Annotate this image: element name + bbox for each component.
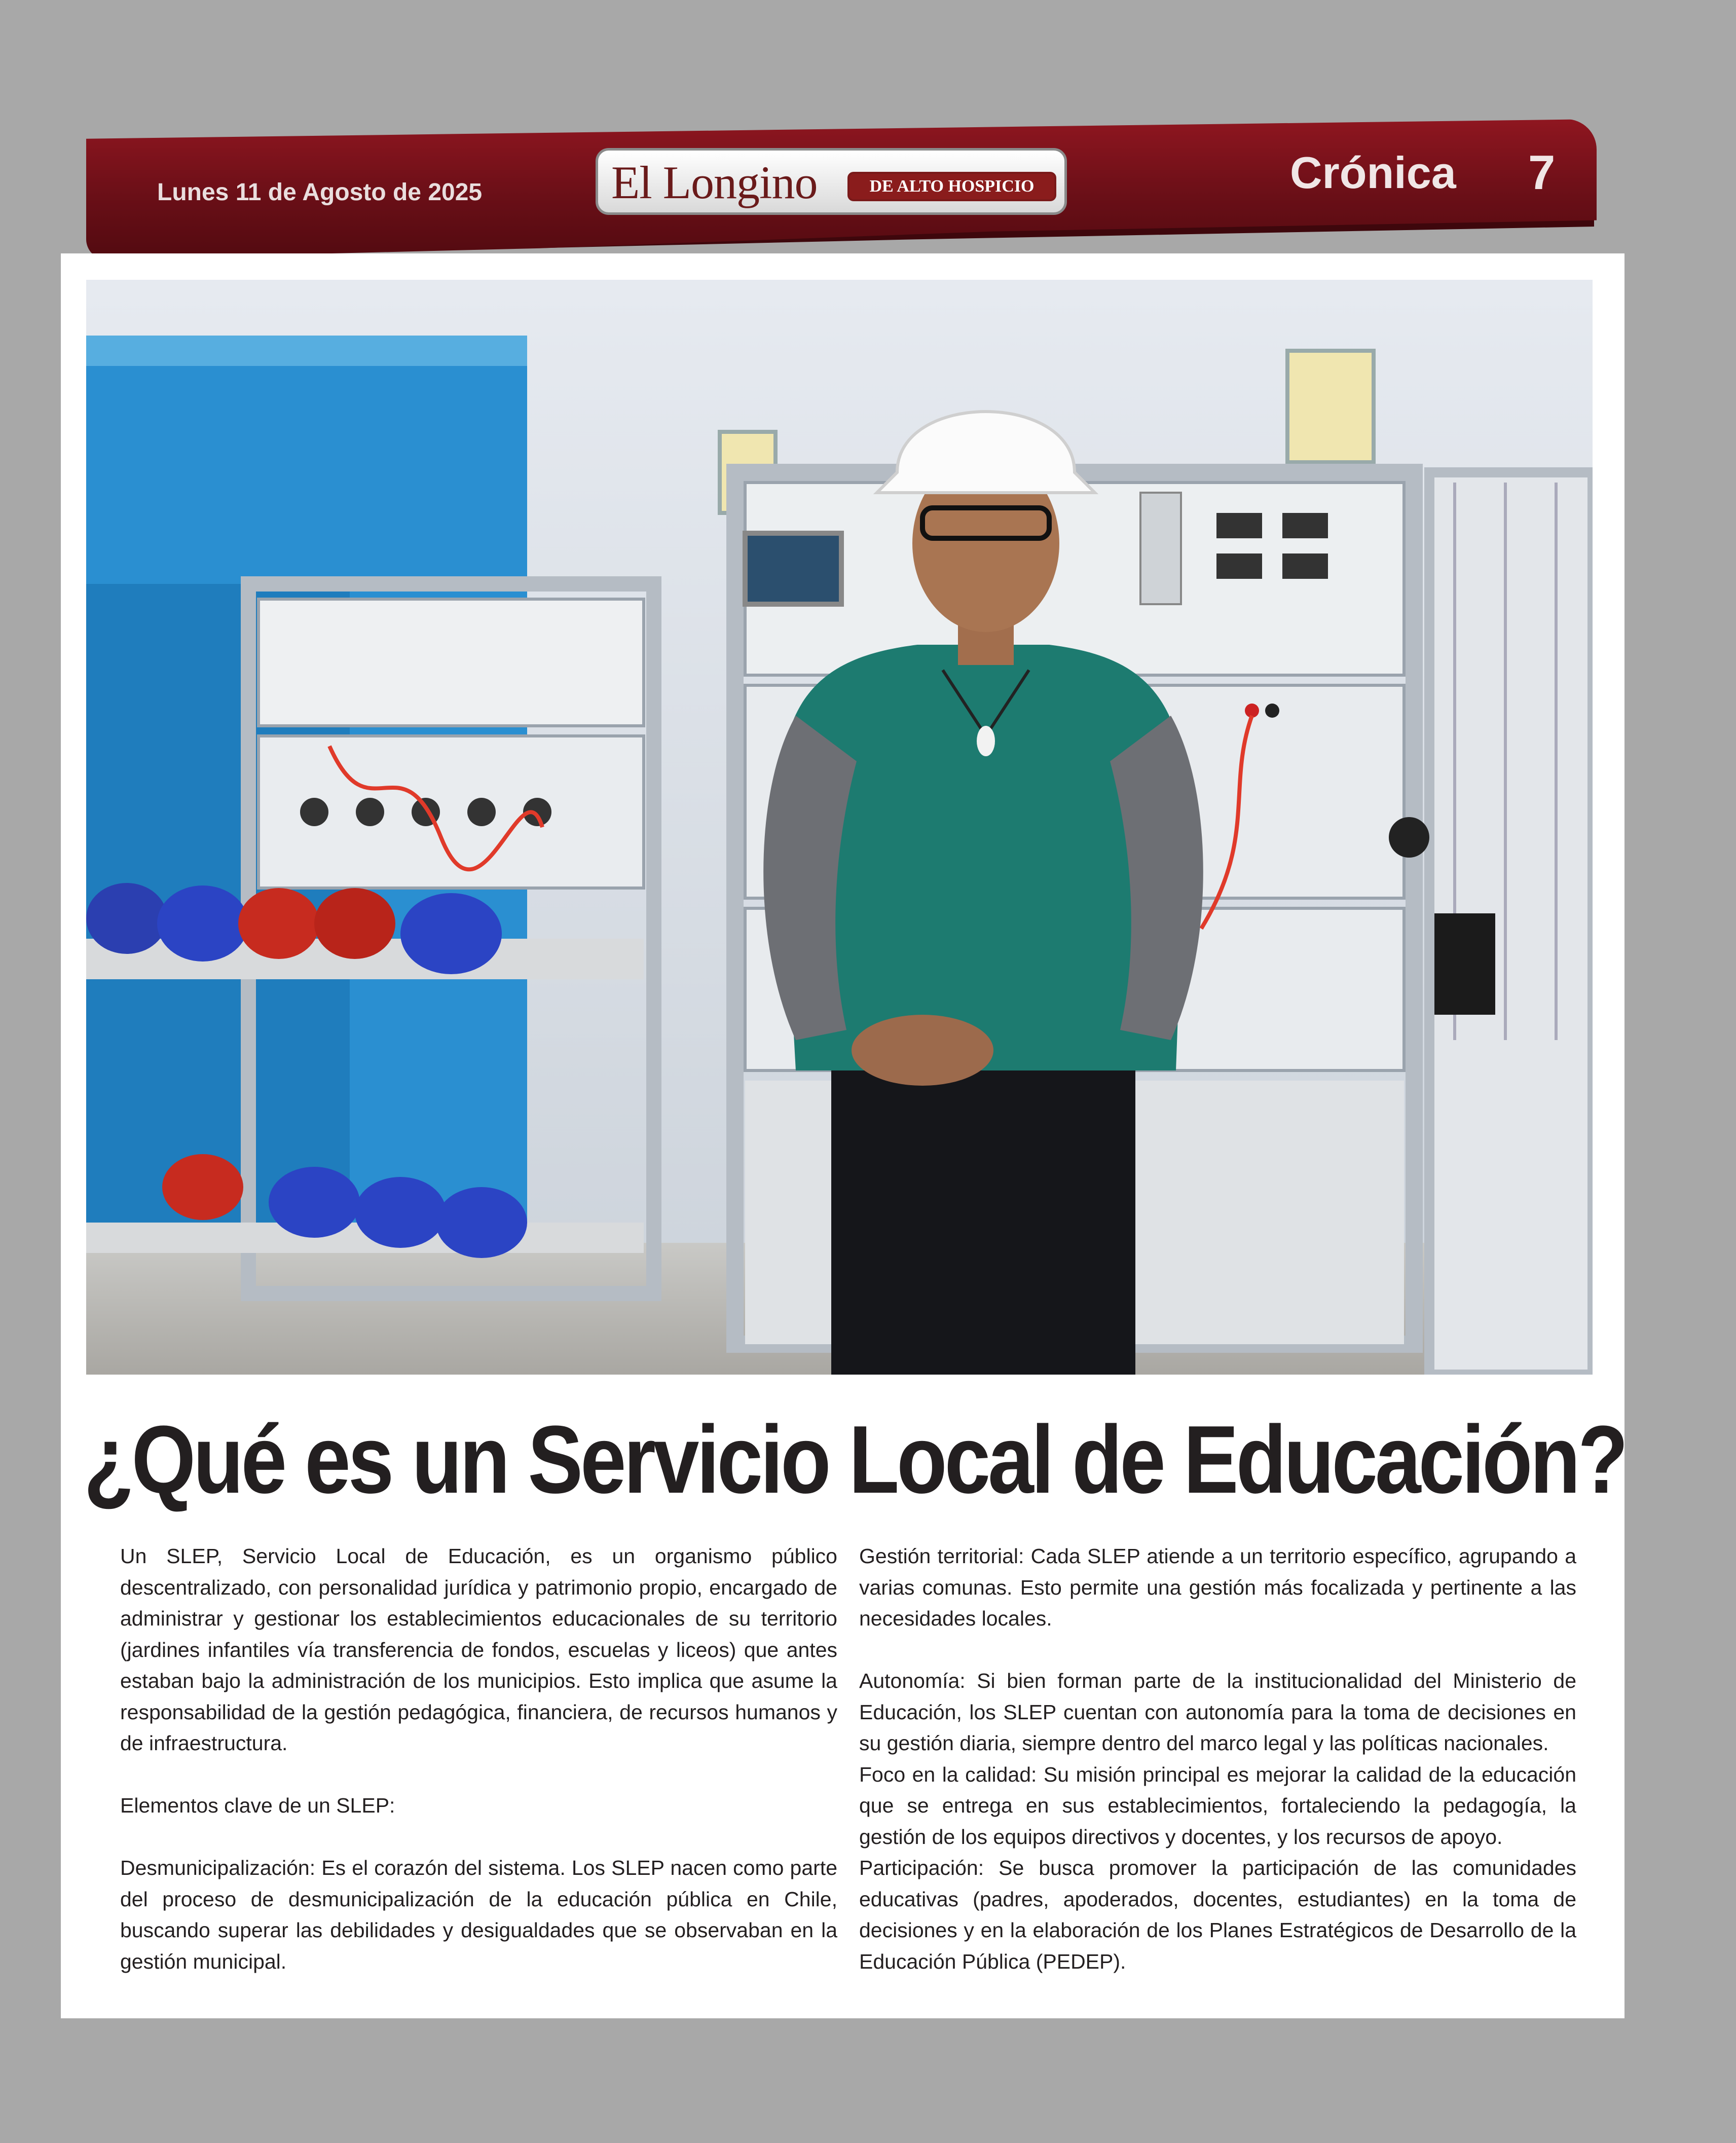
page-number: 7 — [1528, 145, 1556, 200]
newspaper-masthead — [596, 148, 1067, 215]
paragraph: Un SLEP, Servicio Local de Educación, es un organismo público descentralizado, con personalidad jurídica y patrimonio propio, encargado de administrar y gestionar los establecimientos educacionales de su territorio (jardines infantiles vía transferencia de fondos, escuelas y liceos) que antes estaban bajo la administración de los municipios. Esto implica que asume la responsabilidad de la gestión pedagógica, financiera, de recursos humanos y de infraestructura. — [120, 1544, 837, 1755]
paragraph: Participación: Se busca promover la participación de las comunidades educativas (padres, apoderados, docentes, estudiantes) en la toma de decisiones y en la elaboración de los Planes Estratégicos de Desarrollo de la Educación Pública (PEDEP). — [859, 1856, 1576, 1973]
article-column-right — [859, 1541, 1576, 1977]
article-column-left — [120, 1541, 837, 1977]
article-photo — [86, 280, 1593, 1375]
section-title: Crónica — [1290, 147, 1456, 198]
newspaper-subtitle: DE ALTO HOSPICIO — [847, 172, 1056, 201]
paragraph: Autonomía: Si bien forman parte de la institucionalidad del Ministerio de Educación, los SLEP cuentan con autonomía para la toma de decisiones en su gestión diaria, siempre dentro del marco legal y las políticas nacionales. — [859, 1669, 1576, 1755]
photo-student-lab-icon — [86, 280, 1593, 1375]
paragraph: Gestión territorial: Cada SLEP atiende a un territorio específico, agrupando a varias comunas. Esto permite una gestión más focalizada y pertinente a las necesidades locales. — [859, 1544, 1576, 1630]
newspaper-name: El Longino — [611, 157, 818, 208]
paragraph: Foco en la calidad: Su misión principal es mejorar la calidad de la educación que se entrega en sus establecimientos, fortaleciendo la pedagogía, la gestión de los equipos directivos y docentes, y los recursos de apoyo. — [859, 1762, 1576, 1849]
paragraph: Desmunicipalización: Es el corazón del sistema. Los SLEP nacen como parte del proceso de desmunicipalización de la educación pública en Chile, buscando superar las debilidades y desigualdades que se observaban en la gestión municipal. — [120, 1856, 837, 1973]
article-headline: ¿Qué es un Servicio Local de Educación? — [84, 1406, 1626, 1513]
issue-date: Lunes 11 de Agosto de 2025 — [157, 179, 483, 206]
paragraph: Elementos clave de un SLEP: — [120, 1794, 395, 1817]
